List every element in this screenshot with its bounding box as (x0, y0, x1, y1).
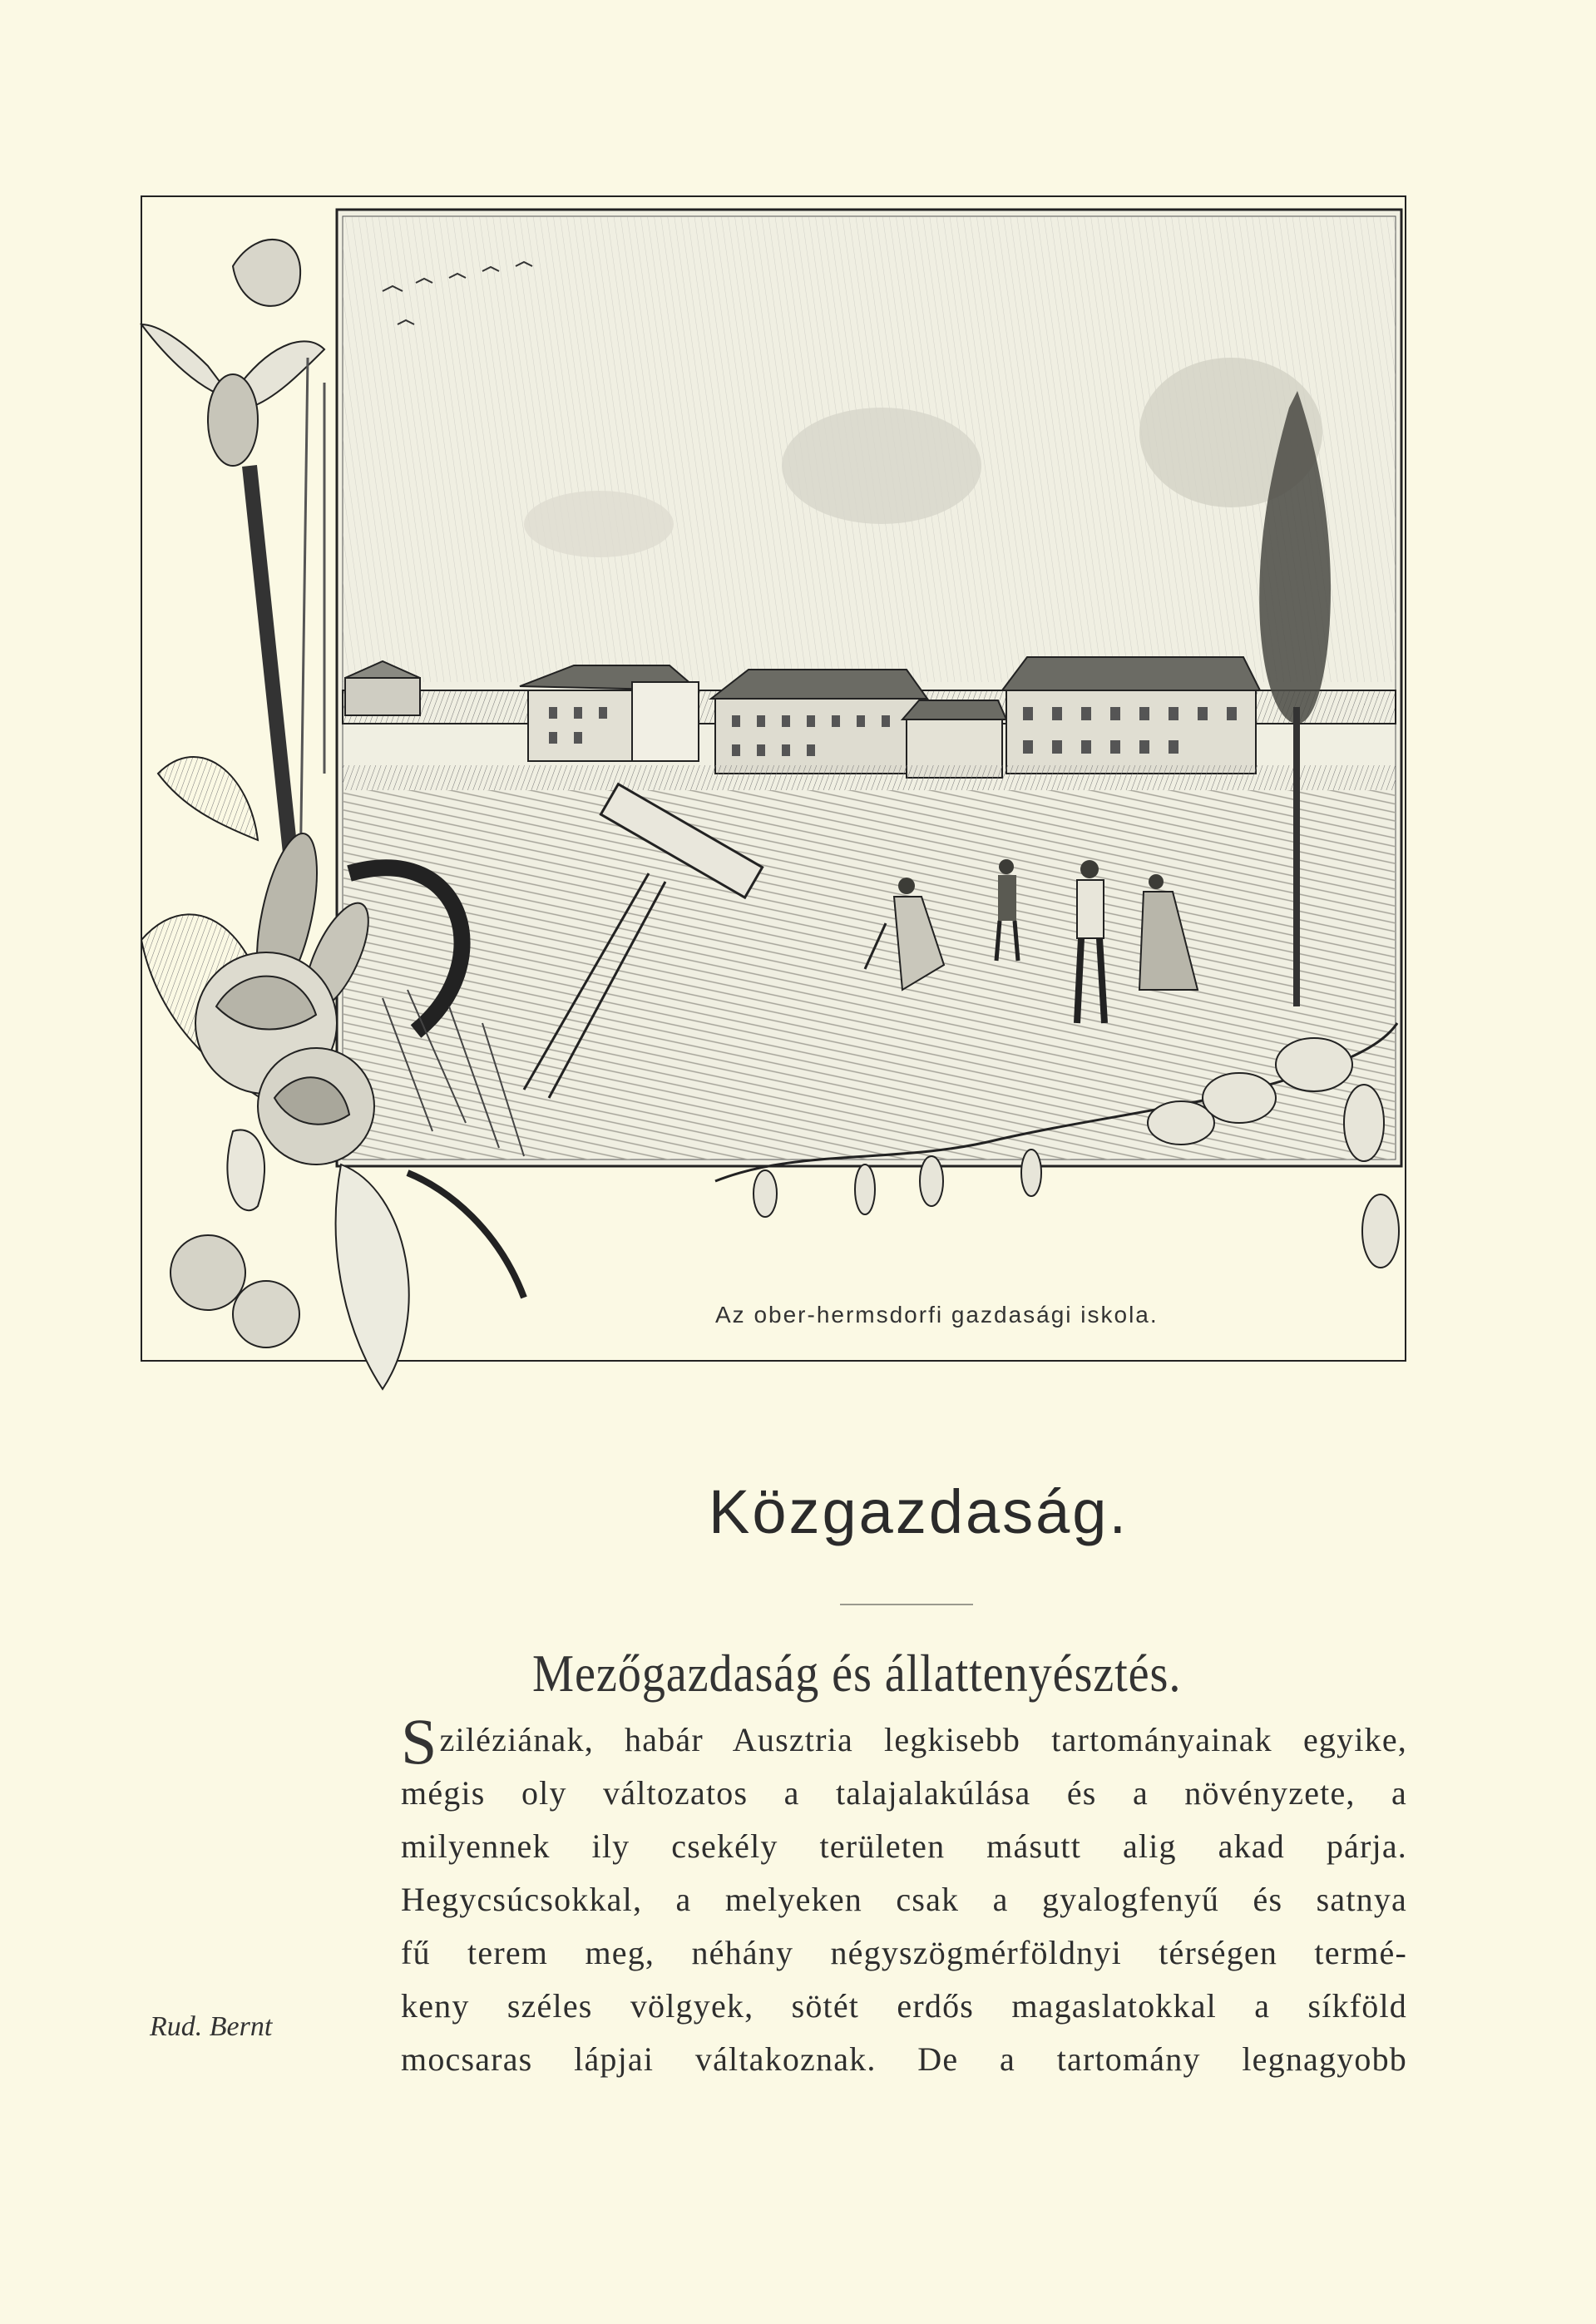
text-line: Hegycsúcsokkal, a melyeken csak a gyalogfenyű és satnya (401, 1881, 1407, 1918)
section-title: Mezőgazdaság és állattenyésztés. (532, 1644, 1182, 1703)
text-line: ziléziának, habár Ausztria legkisebb tartományainak egyike, (439, 1721, 1407, 1758)
text-line: mocsaras lápjai váltakoznak. De a tartomány legnagyobb (401, 2040, 1407, 2078)
engraving-illustration (133, 191, 1414, 1422)
text-line: fű terem meg, néhány négyszögmérföldnyi térségen termé- (401, 1934, 1407, 1971)
title-divider (840, 1604, 973, 1605)
artist-signature: Rud. Bernt (150, 2011, 273, 2042)
drop-cap: S (401, 1705, 438, 1778)
text-line: keny széles völgyek, sötét erdős magaslatokkal a síkföld (401, 1987, 1407, 2025)
text-line: mégis oly változatos a talajalakúlása és a növényzete, a (401, 1774, 1407, 1812)
illustration-caption: Az ober-hermsdorfi gazdasági iskola. (715, 1302, 1159, 1328)
body-text (401, 1705, 1407, 2086)
text-line: milyennek ily csekély területen másutt alig akad párja. (401, 1827, 1407, 1865)
chapter-title: Közgazdaság. (709, 1477, 1129, 1546)
